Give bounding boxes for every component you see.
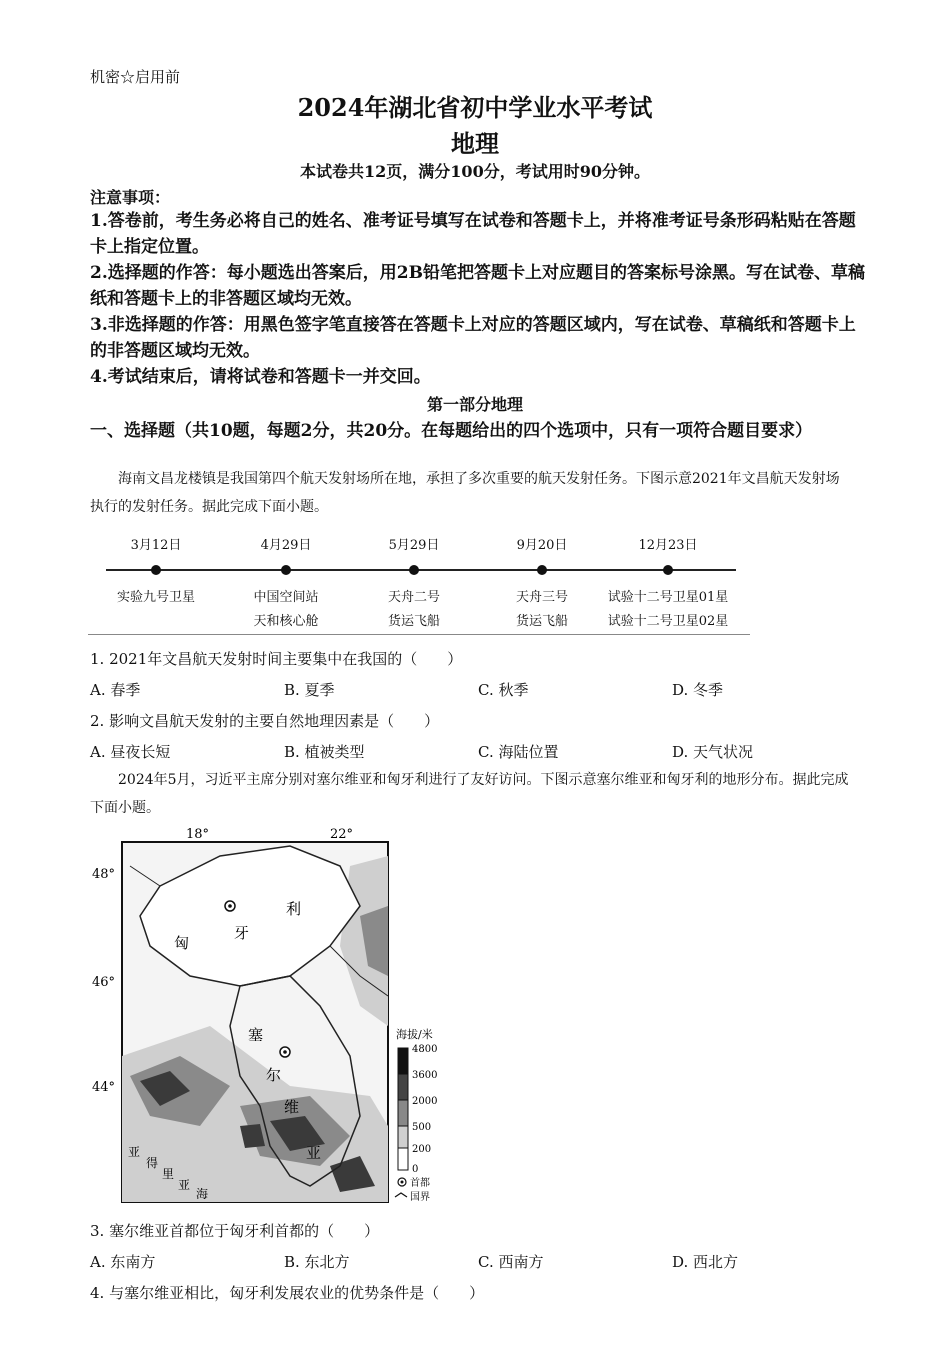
timeline-bottom-rule	[88, 634, 750, 635]
adriatic-label: 亚	[128, 1145, 141, 1159]
hungary-label: 利	[286, 900, 302, 918]
capital-belgrade	[280, 1047, 290, 1057]
timeline-event-line: 天舟三号	[515, 590, 568, 605]
confidential-mark: 机密☆启用前	[90, 68, 181, 86]
option-b: B. 夏季	[284, 681, 335, 699]
timeline-event-line: 中国空间站	[253, 590, 319, 605]
notice-item-2: 2.选择题的作答：每小题选出答案后，用2B铅笔把答题卡上对应题目的答案标号涂黑。写在试卷、草稿纸和答题卡上的非答题区域均无效。	[90, 263, 865, 309]
option-c: C. 海陆位置	[478, 743, 559, 761]
lat-label: 46°	[92, 975, 116, 990]
option-d: D. 天气状况	[672, 743, 754, 761]
option-a: A. 春季	[90, 681, 141, 699]
legend-value: 3600	[412, 1070, 438, 1081]
serbia-label: 塞	[248, 1026, 264, 1044]
question-stem: 4. 与塞尔维亚相比，匈牙利发展农业的优势条件是（ ）	[90, 1284, 485, 1302]
passage-serbia-hungary: 2024年5月，习近平主席分别对塞尔维亚和匈牙利进行了友好访问。下图示意塞尔维亚和匈牙利的地形分布。据此完成下面小题。	[90, 772, 849, 816]
timeline-event-line: 实验九号卫星	[116, 590, 195, 605]
terrain-map-svg	[90, 826, 450, 1206]
part-heading: 第一部分地理	[426, 395, 523, 414]
option-a: A. 东南方	[90, 1253, 156, 1271]
timeline-date: 5月29日	[388, 538, 440, 553]
adriatic-label: 海	[196, 1187, 209, 1201]
map-legend	[395, 1027, 437, 1203]
notice-item-3: 3.非选择题的作答：用黑色签字笔直接答在答题卡上对应的答题区域内，写在试卷、草稿纸和答题卡上的非答题区域均无效。	[90, 315, 856, 361]
adriatic-label: 里	[162, 1167, 175, 1181]
legend-value: 500	[412, 1122, 432, 1133]
hungary-label: 匈	[174, 934, 190, 952]
question-stem: 1. 2021年文昌航天发射时间主要集中在我国的（ ）	[90, 650, 463, 668]
timeline-event-line: 试验十二号卫星02星	[607, 614, 729, 629]
launch-timeline	[88, 530, 750, 636]
serbia-label: 尔	[266, 1066, 282, 1084]
timeline-event-line: 试验十二号卫星01星	[607, 590, 729, 605]
passage-launch: 海南文昌龙楼镇是我国第四个航天发射场所在地，承担了多次重要的航天发射任务。下图示意2021年文昌航天发射场执行的发射任务。据此完成下面小题。	[90, 471, 840, 515]
legend-value: 0	[412, 1164, 419, 1175]
timeline-date: 9月20日	[516, 538, 568, 553]
legend-capital: 首都	[410, 1178, 430, 1189]
option-a: A. 昼夜长短	[90, 743, 171, 761]
serbia-label: 维	[284, 1098, 300, 1116]
lat-label: 48°	[92, 867, 116, 882]
timeline-date: 4月29日	[260, 538, 312, 553]
hungary-label: 牙	[234, 924, 250, 942]
legend-value: 4800	[412, 1044, 438, 1055]
timeline-event-line: 货运飞船	[387, 614, 440, 629]
adriatic-label: 亚	[178, 1178, 191, 1192]
notice-heading: 注意事项：	[90, 188, 171, 207]
timeline-event	[588, 586, 748, 634]
lon-label: 22°	[330, 827, 354, 842]
option-c: C. 西南方	[478, 1253, 544, 1271]
legend-value: 200	[412, 1144, 432, 1155]
timeline-axis	[88, 560, 750, 580]
terrain-map	[90, 826, 450, 1206]
timeline-event-line: 天和核心舱	[253, 614, 319, 629]
exam-subject: 地理	[451, 129, 499, 158]
option-d: D. 冬季	[672, 681, 724, 699]
legend-border: 国界	[410, 1192, 430, 1203]
exam-title: 2024年湖北省初中学业水平考试	[297, 93, 653, 122]
option-b: B. 植被类型	[284, 743, 365, 761]
question-stem: 3. 塞尔维亚首都位于匈牙利首都的（ ）	[90, 1222, 380, 1240]
adriatic-label: 得	[146, 1156, 159, 1170]
lon-label: 18°	[186, 827, 210, 842]
section-heading: 一、选择题（共10题，每题2分，共20分。在每题给出的四个选项中，只有一项符合题目要求）	[90, 421, 813, 441]
question-stem: 2. 影响文昌航天发射的主要自然地理因素是（ ）	[90, 712, 440, 730]
legend-value: 2000	[412, 1096, 438, 1107]
notice-item-1: 1.答卷前，考生务必将自己的姓名、准考证号填写在试卷和答题卡上，并将准考证号条形码粘贴在答题卡上指定位置。	[90, 211, 856, 257]
legend-title: 海拔/米	[396, 1028, 433, 1041]
lat-label: 44°	[92, 1080, 116, 1095]
timeline-date: 3月12日	[130, 538, 182, 553]
option-c: C. 秋季	[478, 681, 529, 699]
notice-item-4: 4.考试结束后，请将试卷和答题卡一并交回。	[90, 367, 431, 387]
timeline-event-line: 货运飞船	[515, 614, 568, 629]
exam-info: 本试卷共12页，满分100分，考试用时90分钟。	[300, 162, 650, 181]
timeline-date: 12月23日	[638, 538, 698, 553]
timeline-event-line: 天舟二号	[387, 590, 440, 605]
option-b: B. 东北方	[284, 1253, 350, 1271]
option-d: D. 西北方	[672, 1253, 739, 1271]
serbia-label: 亚	[306, 1144, 322, 1162]
capital-budapest	[225, 901, 235, 911]
